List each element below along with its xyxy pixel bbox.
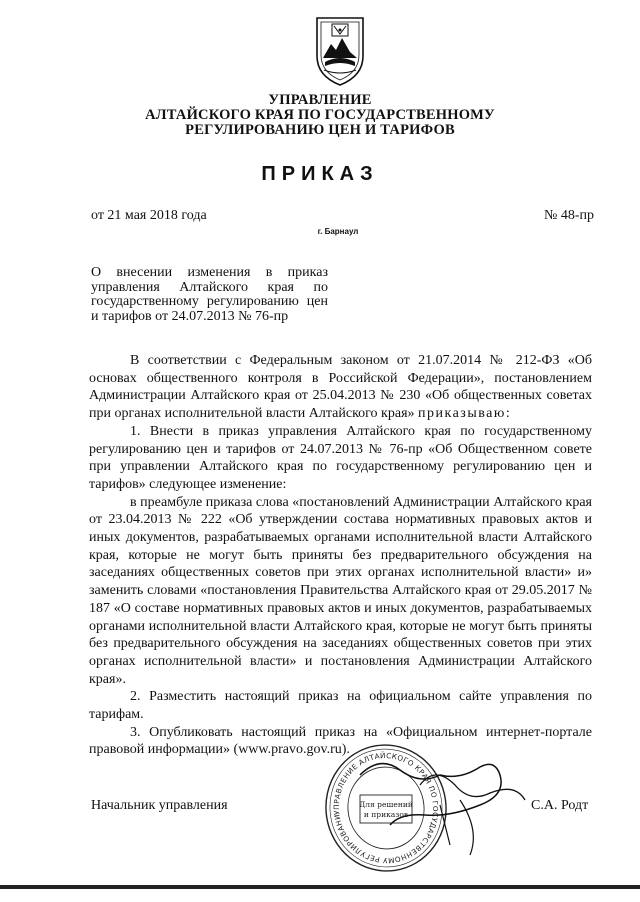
coat-of-arms-icon bbox=[311, 14, 369, 88]
document-date: от 21 мая 2018 года bbox=[91, 208, 207, 223]
organization-line-3: РЕГУЛИРОВАНИЮ ЦЕН И ТАРИФОВ bbox=[185, 122, 455, 138]
document-subject: О внесении изменения в приказ управления Алтайского края по государственному регулированию цен и тарифов от 24.07.2013 № 76-пр bbox=[91, 265, 328, 324]
handwritten-signature bbox=[330, 745, 540, 875]
order-word: приказываю: bbox=[418, 406, 512, 422]
document-number: № 48-пр bbox=[543, 208, 594, 223]
signatory-name: С.А. Родт bbox=[531, 798, 589, 813]
paragraph-amendment: в преамбуле приказа слова «постановлений Администрации Алтайского края от 23.04.2013 № 222 «Об утверждении состава нормативных правовых актов и иных документов, разрабатываемых органами исполнительной власти Алтайского края, которые не могут быть приняты без предварительного обсуждения на заседаниях общественных советов при этих органах исполнительной власти» и» заменить словами «постановления Правительства Алтайского края от 29.05.2017 № 187 «О составе нормативных правовых актов и иных документов, разрабатываемых органами исполнительной власти Алтайского края, которые не могут быть приняты без предварительного обсуждения на заседаниях общественных советов при этих органах исполнительной власти» и постановления Администрации Алтайского края». bbox=[89, 494, 592, 687]
paragraph-preamble bbox=[89, 352, 592, 423]
organization-line-2: АЛТАЙСКОГО КРАЯ ПО ГОСУДАРСТВЕННОМУ bbox=[145, 107, 495, 123]
paragraph-item-1: 1. Внести в приказ управления Алтайского края по государственному регулированию цен и тарифов от 24.07.2013 № 76-пр «Об Общественном совете при управлении Алтайского края по государственному регулированию цен и тарифов» следующее изменение: bbox=[89, 423, 592, 492]
document-body bbox=[89, 352, 592, 759]
signatory-position: Начальник управления bbox=[91, 798, 228, 813]
paragraph-item-2: 2. Разместить настоящий приказ на официальном сайте управления по тарифам. bbox=[89, 689, 592, 723]
preamble-text: В соответствии с Федеральным законом от 21.07.2014 № 212-ФЗ «Об основах общественного контроля в Российской Федерации», постановлением Администрации Алтайского края от 25.04.2013 № 230 «Об общественных советах при органах исполнительной власти Алтайского края» bbox=[89, 353, 592, 422]
organization-name bbox=[0, 93, 640, 138]
document-title: ПРИКАЗ bbox=[261, 163, 379, 185]
paragraph-item-3: 3. Опубликовать настоящий приказ на «Официальном интернет-портале правовой информации» (www.pravo.gov.ru). bbox=[89, 724, 592, 758]
seal-ring-text: УПРАВЛЕНИЕ АЛТАЙСКОГО КРАЯ ПО ГОСУДАРСТВЕННОМУ РЕГУЛИРОВАНИЮ bbox=[331, 750, 441, 866]
organization-line-1: УПРАВЛЕНИЕ bbox=[268, 92, 372, 108]
document-city: г. Барнаул bbox=[317, 227, 359, 236]
footer-divider bbox=[0, 885, 640, 889]
seal-inner-line-1: Для решений bbox=[359, 800, 413, 809]
seal-inner-line-2: и приказов bbox=[363, 810, 409, 819]
